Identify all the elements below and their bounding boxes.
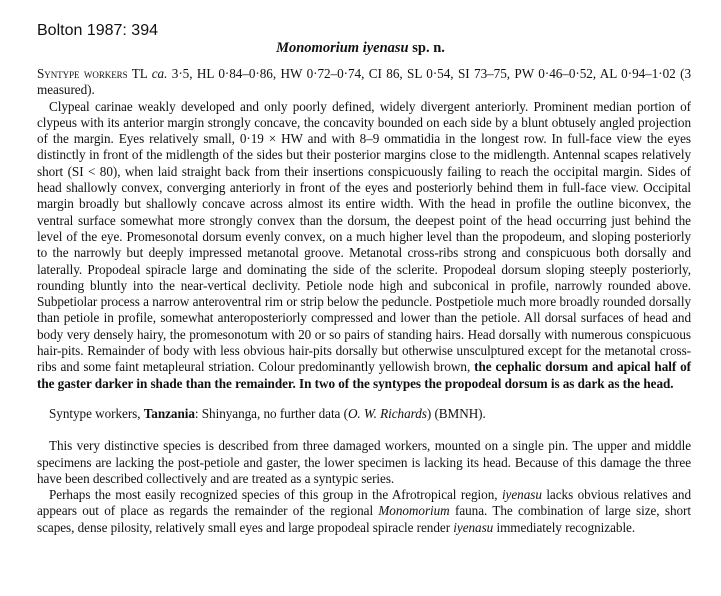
measurements-paragraph <box>37 66 691 99</box>
document-body <box>37 66 691 536</box>
measurements-values: 3·5, HL 0·84–0·86, HW 0·72–0·74, CI 86, SL 0·54, SI 73–75, PW 0·46–0·52, AL 0·94–1·02 (3 measured). <box>37 66 691 98</box>
material-locality: : Shinyanga, no further data ( <box>194 405 348 421</box>
species-title <box>0 40 721 57</box>
remarks-text-1: This very distinctive species is described from three damaged workers, mounted on a single pin. The upper and middle specimens are lacking the post-petiole and gaster, the lower specimen is lacking its head. Because of this damage the three have been described collectively and are treated as a syntypic series. <box>37 438 691 486</box>
species-name: Monomorium iyenasu <box>276 40 409 56</box>
material-country: Tanzania <box>143 405 195 421</box>
species-status: sp. n. <box>412 40 445 56</box>
measurements-ca: ca. <box>151 66 168 81</box>
material-paragraph <box>37 406 691 422</box>
remarks-species-2: iyenasu <box>453 519 494 535</box>
remarks-paragraph-1 <box>37 438 691 487</box>
description-paragraph <box>37 99 691 392</box>
remarks-text-2b: lacks obvious relatives and appears out of place as regards the remainder of the regional <box>37 487 692 519</box>
description-bold-text: the cephalic dorsum and apical half of the gaster darker in shade than the remainder. In two of the syntypes the propodeal dorsum is as dark as the head. <box>37 359 692 391</box>
remarks-species: iyenasu <box>501 487 542 503</box>
material-pre: Syntype workers, <box>49 405 144 421</box>
material-collector: O. W. Richards <box>347 405 427 421</box>
description-text: Clypeal carinae weakly developed and only poorly defined, widely divergent anteriorly. Prominent median portion of clypeus with its anterior margin strongly concave, the concavity bounded on each side by a blunt obtusely angled projection of the margin. Eyes relatively small, 0·19 × HW and with 8–9 ommatidia in the longest row. In full-face view the eyes distinctly in front of the midlength of the sides but their posterior margins close to the midlength. Antennal scapes relatively short (SI < 80), when laid straight back from their insertions conspicuously failing to reach the occipital margin. Sides of head shallowly convex, converging anteriorly in front of the eyes and posteriorly behind them in full-face view. Occipital margin broadly but shallowly concave across almost its entire width. With the head in profile the outline biconvex, the ventral surface somewhat more strongly convex than the dorsum, the deepest point of the head occurring just behind the level of the eye. Promesonotal dorsum evenly convex, on a much higher level than the propodeum, and sloping posteriorly to the narrowly but deeply impressed metanotal groove. Metanotal cross-ribs strong and conspicuous both dorsally and laterally. Propodeal spiracle large and dominating the side of the sclerite. Propodeal dorsum sloping steeply posteriorly, rounding bluntly into the near-vertical declivity. Petiole node high and subconical in profile, narrowly rounded above. Subpetiolar process a narrow anteroventral rim or strip below the peduncle. Postpetiole much more broadly rounded dorsally than petiole in profile, somewhat anteroposteriorly compressed and lower than the petiole. All dorsal surfaces of head and body very densely hairy, the promesonotum with 20 or so pairs of standing hairs. Head dorsally with numerous conspicuous hair-pits. Remainder of body with less obvious hair-pits dorsally but otherwise unsculptured except for the metanotal cross-ribs and some faint metapleural striation. Colour predominantly yellowish brown, <box>37 98 691 375</box>
measurements-lead: Syntype workers <box>37 66 128 81</box>
remarks-paragraph-2 <box>37 487 691 536</box>
remarks-text-2d: immediately recognizable. <box>493 519 636 535</box>
measurements-tl: TL <box>127 66 152 81</box>
citation: Bolton 1987: 394 <box>37 22 158 39</box>
remarks-text-2a: Perhaps the most easily recognized species of this group in the Afrotropical region, <box>49 487 502 503</box>
material-depository: ) (BMNH). <box>426 405 486 421</box>
spacer <box>37 392 691 406</box>
remarks-genus: Monomorium <box>378 503 450 519</box>
remarks-text-2c: fauna. The combination of large size, short scapes, dense pilosity, relatively small eyes and large propodeal spiracle render <box>37 503 691 535</box>
spacer <box>37 422 691 438</box>
